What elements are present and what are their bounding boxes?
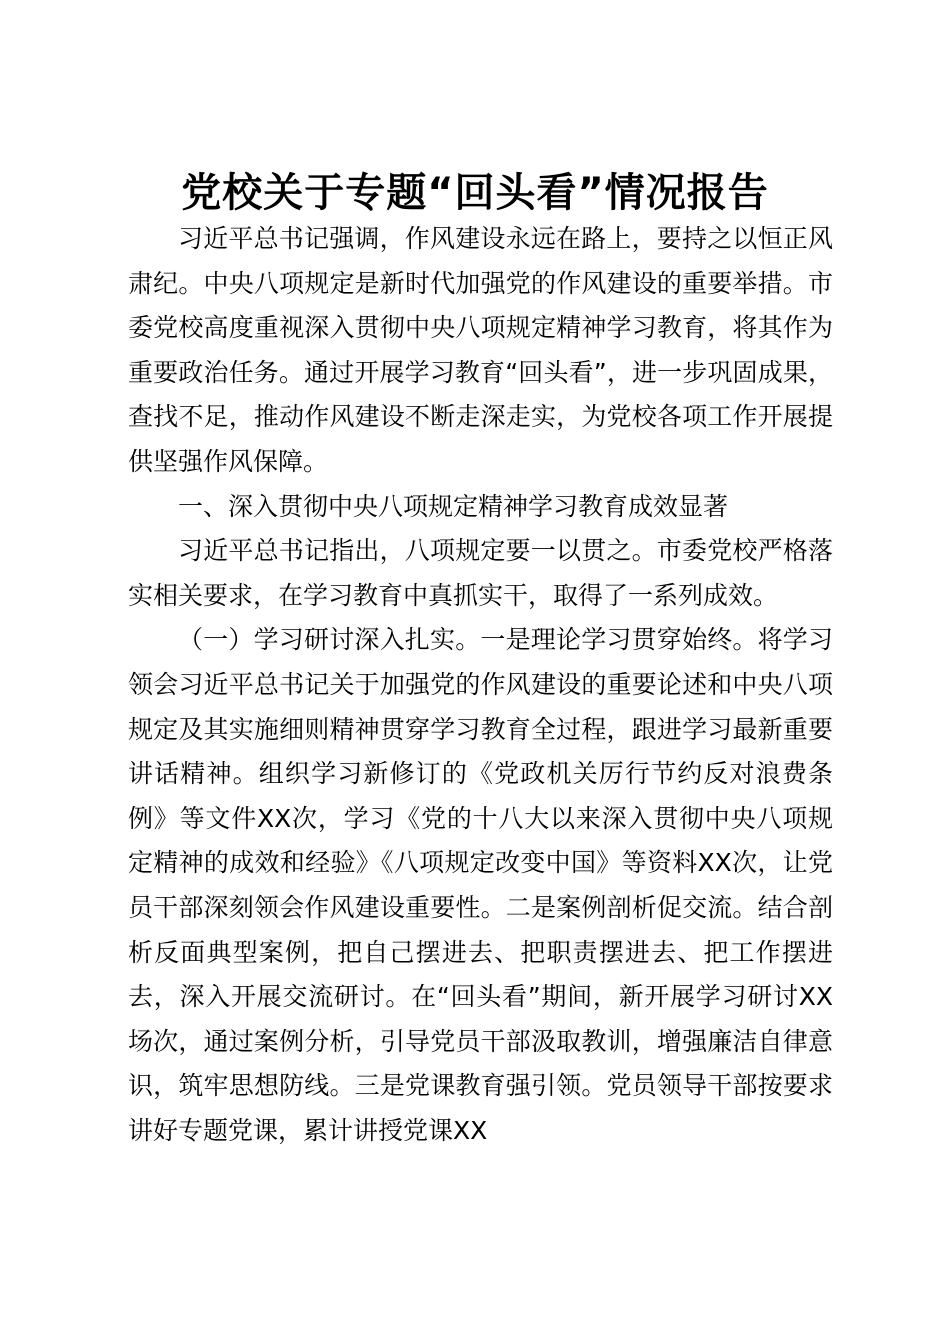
document-title: 党校关于专题“回头看”情况报告 xyxy=(181,170,769,216)
document-body xyxy=(128,217,833,1153)
intro-paragraph: 习近平总书记强调，作风建设永远在路上，要持之以恒正风肃纪。中央八项规定是新时代加强党的作风建设的重要举措。市委党校高度重视深入贯彻中央八项规定精神学习教育，将其作为重要政治任务。通过开展学习教育“回头看”，进一步巩固成果，查找不足，推动作风建设不断走深走实，为党校各项工作开展提供坚强作风保障。 xyxy=(128,224,833,476)
section-paragraph: 习近平总书记指出，八项规定要一以贯之。市委党校严格落实相关要求，在学习教育中真抓实干，取得了一系列成效。 xyxy=(128,536,833,610)
section-heading: 一、深入贯彻中央八项规定精神学习教育成效显著 xyxy=(178,491,729,521)
subsection-paragraph: （一）学习研讨深入扎实。一是理论学习贯穿始终。将学习领会习近平总书记关于加强党的作风建设的重要论述和中央八项规定及其实施细则精神贯穿学习教育全过程，跟进学习最新重要讲话精神。组织学习新修订的《党政机关厉行节约反对浪费条例》等文件XX次，学习《党的十八大以来深入贯彻中央八项规定精神的成效和经验》《八项规定改变中国》等资料XX次，让党员干部深刻领会作风建设重要性。二是案例剖析促交流。结合剖析反面典型案例，把自己摆进去、把职责摆进去、把工作摆进去，深入开展交流研讨。在“回头看”期间，新开展学习研讨XX场次，通过案例分析，引导党员干部汲取教训，增强廉洁自律意识，筑牢思想防线。三是党课教育强引领。党员领导干部按要求讲好专题党课，累计讲授党课XX xyxy=(128,625,833,1145)
